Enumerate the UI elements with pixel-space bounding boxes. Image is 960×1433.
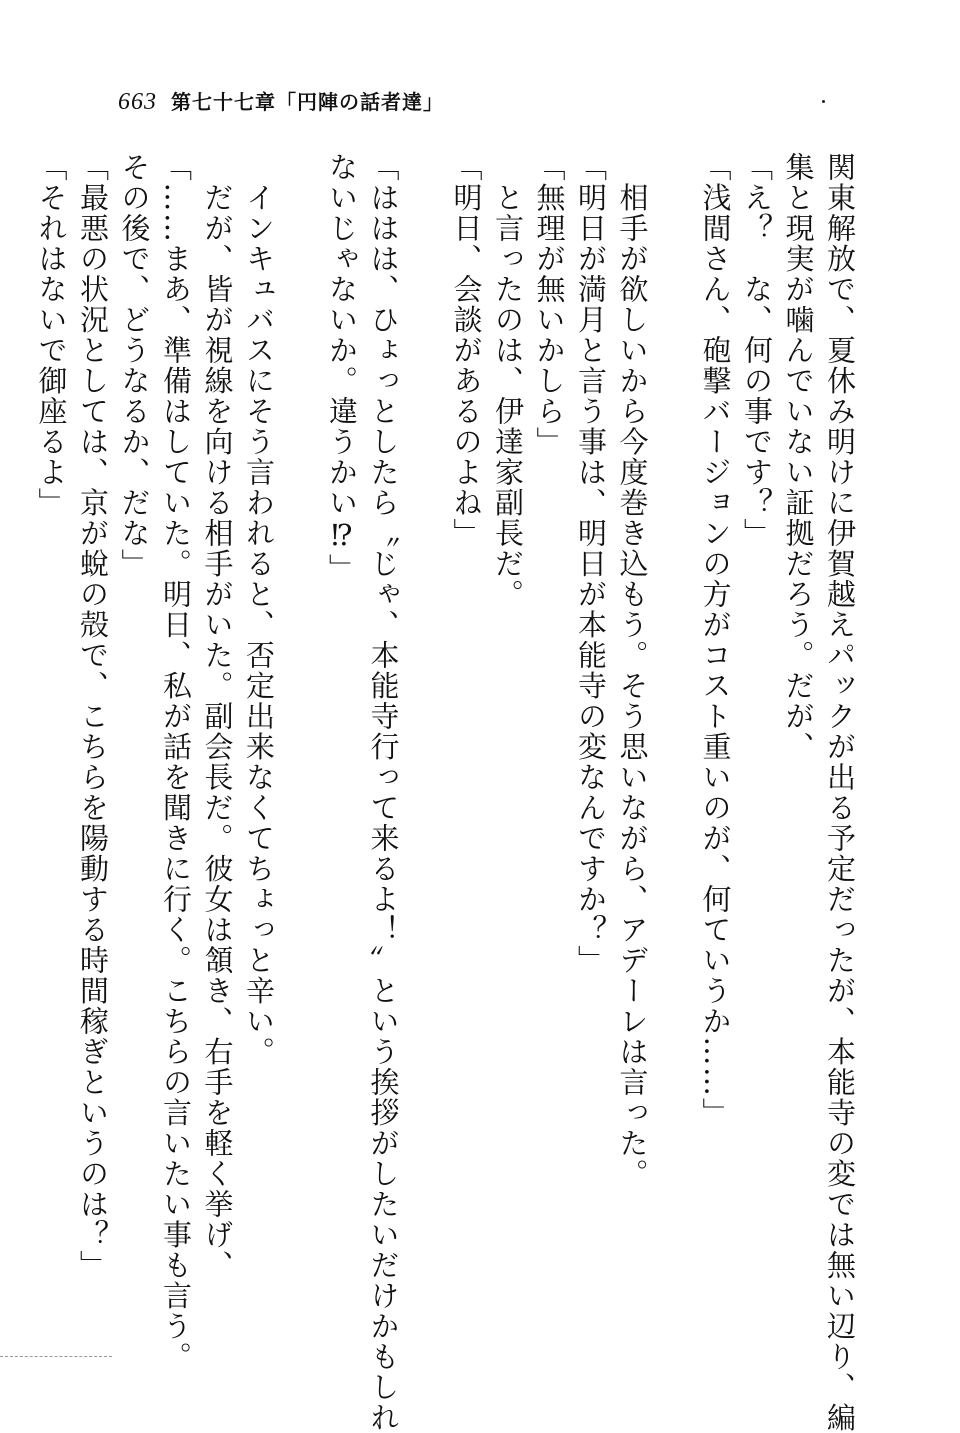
text-line: 「明日、会談があるのよね」: [449, 152, 484, 549]
stray-dot: [822, 100, 825, 103]
text-line: と言ったのは、伊達家副長だ。: [491, 152, 525, 610]
text-line: 「無理が無いかしら」: [532, 152, 567, 457]
text-line: 「……まあ、準備はしていた。明日、私が話を聞きに行く。こちらの言いたい事も言う。: [159, 152, 193, 1372]
page-header: [118, 86, 444, 116]
chapter-title: 第七十七章「円陣の話者達」: [171, 90, 444, 114]
text-line: インキュバスにそう言われると、否定出来なくてちょっと辛い。: [242, 152, 276, 1067]
text-line: だが、皆が視線を向ける相手がいた。副会長だ。彼女は頷き、右手を軽く挙げ、: [200, 152, 235, 1281]
page-bottom-rule: [0, 1356, 112, 1357]
novel-body-text: [34, 152, 860, 1433]
text-line: 相手が欲しいから今度巻き込もう。そう思いながら、アデーレは言った。: [615, 152, 650, 1189]
text-line: 「最悪の状況としては、京が蛻の殻で、こちらを陽動する時間稼ぎというのは？」: [76, 152, 110, 1281]
text-line: 「明日が満月と言う事は、明日が本能寺の変なんですか？」: [574, 152, 608, 976]
text-line: ないじゃないか。違うかい⁉」: [325, 152, 359, 584]
text-line: その後で、どうなるか、だな」: [117, 152, 152, 579]
text-line: 「それはないで御座るよ」: [34, 152, 69, 518]
text-line: 関東解放で、夏休み明けに伊賀越えパックが出る予定だったが、本能寺の変では無い辺り、編: [823, 152, 857, 1433]
text-line: 「え？ な、何の事です？」: [740, 152, 774, 549]
text-line: 「浅間さん、砲撃バージョンの方がコスト重いのが、何ていうか……」: [698, 152, 733, 1128]
text-line: 「ははは、ひょっとしたら〝じゃ、本能寺行って来るよ！〟という挨拶がしたいだけかもしれ: [366, 152, 401, 1433]
page-number: 663: [118, 89, 157, 115]
text-line: 集と現実が噛んでいない証拠だろう。だが、: [781, 152, 816, 762]
